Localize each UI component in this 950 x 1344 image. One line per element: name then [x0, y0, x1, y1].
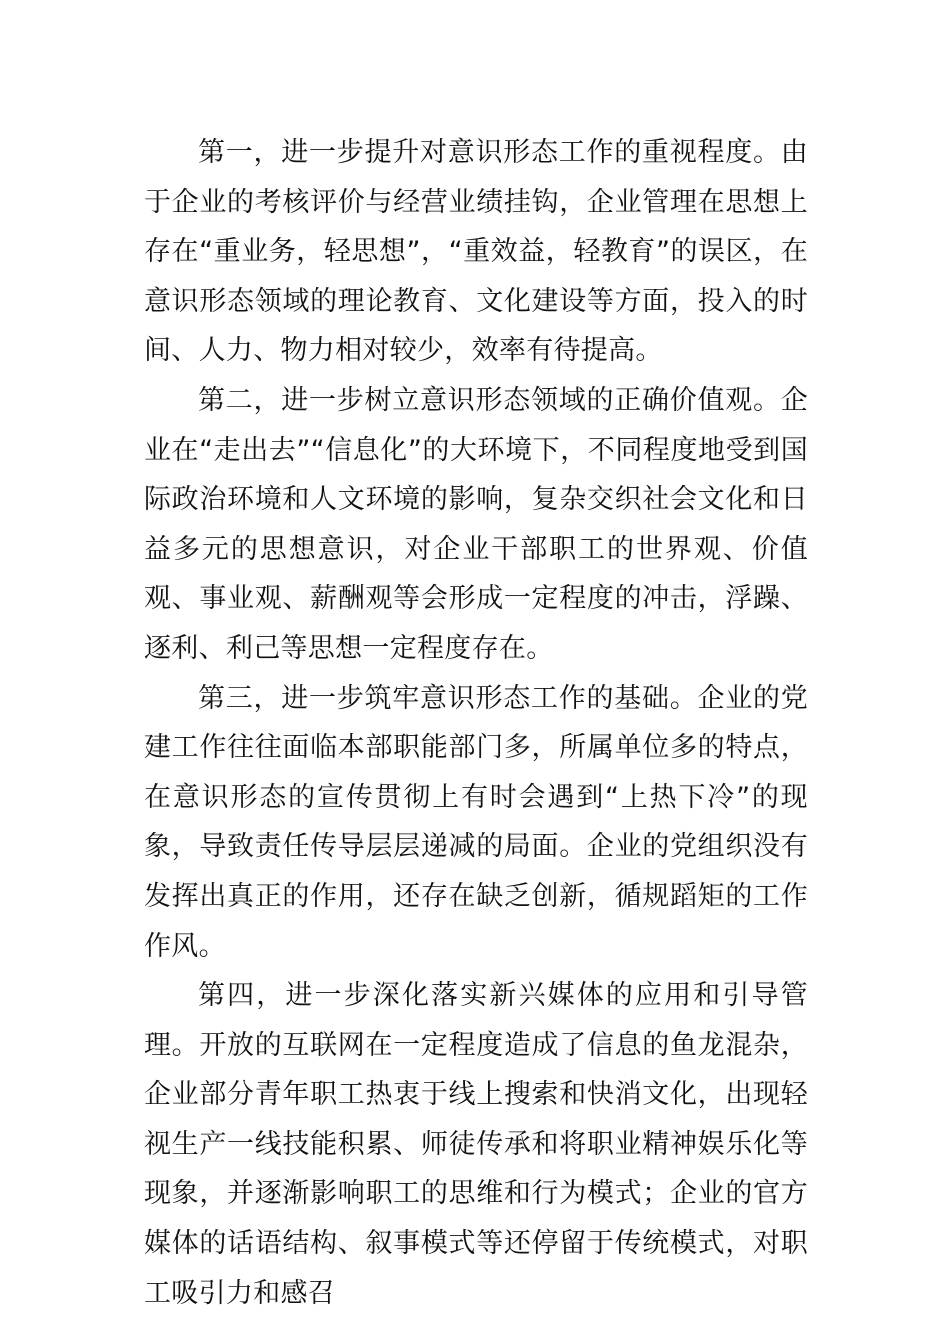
paragraph-1: 第一，进一步提升对意识形态工作的重视程度。由于企业的考核评价与经营业绩挂钩，企业管理在思想上存在“重业务，轻思想”，“重效益，轻教育”的误区，在意识形态领域的理论教育、文化建设等方面，投入的时间、人力、物力相对较少，效率有待提高。 [144, 137, 808, 367]
document-body [144, 128, 808, 1318]
paragraph-2: 第二，进一步树立意识形态领域的正确价值观。企业在“走出去”“信息化”的大环境下，不同程度地受到国际政治环境和人文环境的影响，复杂交织社会文化和日益多元的思想意识，对企业干部职工的世界观、价值观、事业观、薪酬观等会形成一定程度的冲击，浮躁、逐利、利己等思想一定程度存在。 [144, 384, 808, 664]
paragraph-3: 第三，进一步筑牢意识形态工作的基础。企业的党建工作往往面临本部职能部门多，所属单位多的特点，在意识形态的宣传贯彻上有时会遇到“上热下冷”的现象，导致责任传导层层递减的局面。企业的党组织没有发挥出真正的作用，还存在缺乏创新，循规蹈矩的工作作风。 [144, 682, 808, 962]
paragraph-4: 第四，进一步深化落实新兴媒体的应用和引导管理。开放的互联网在一定程度造成了信息的鱼龙混杂，企业部分青年职工热衷于线上搜索和快消文化，出现轻视生产一线技能积累、师徒传承和将职业精神娱乐化等现象，并逐渐影响职工的思维和行为模式；企业的官方媒体的话语结构、叙事模式等还停留于传统模式，对职工吸引力和感召 [144, 980, 808, 1309]
